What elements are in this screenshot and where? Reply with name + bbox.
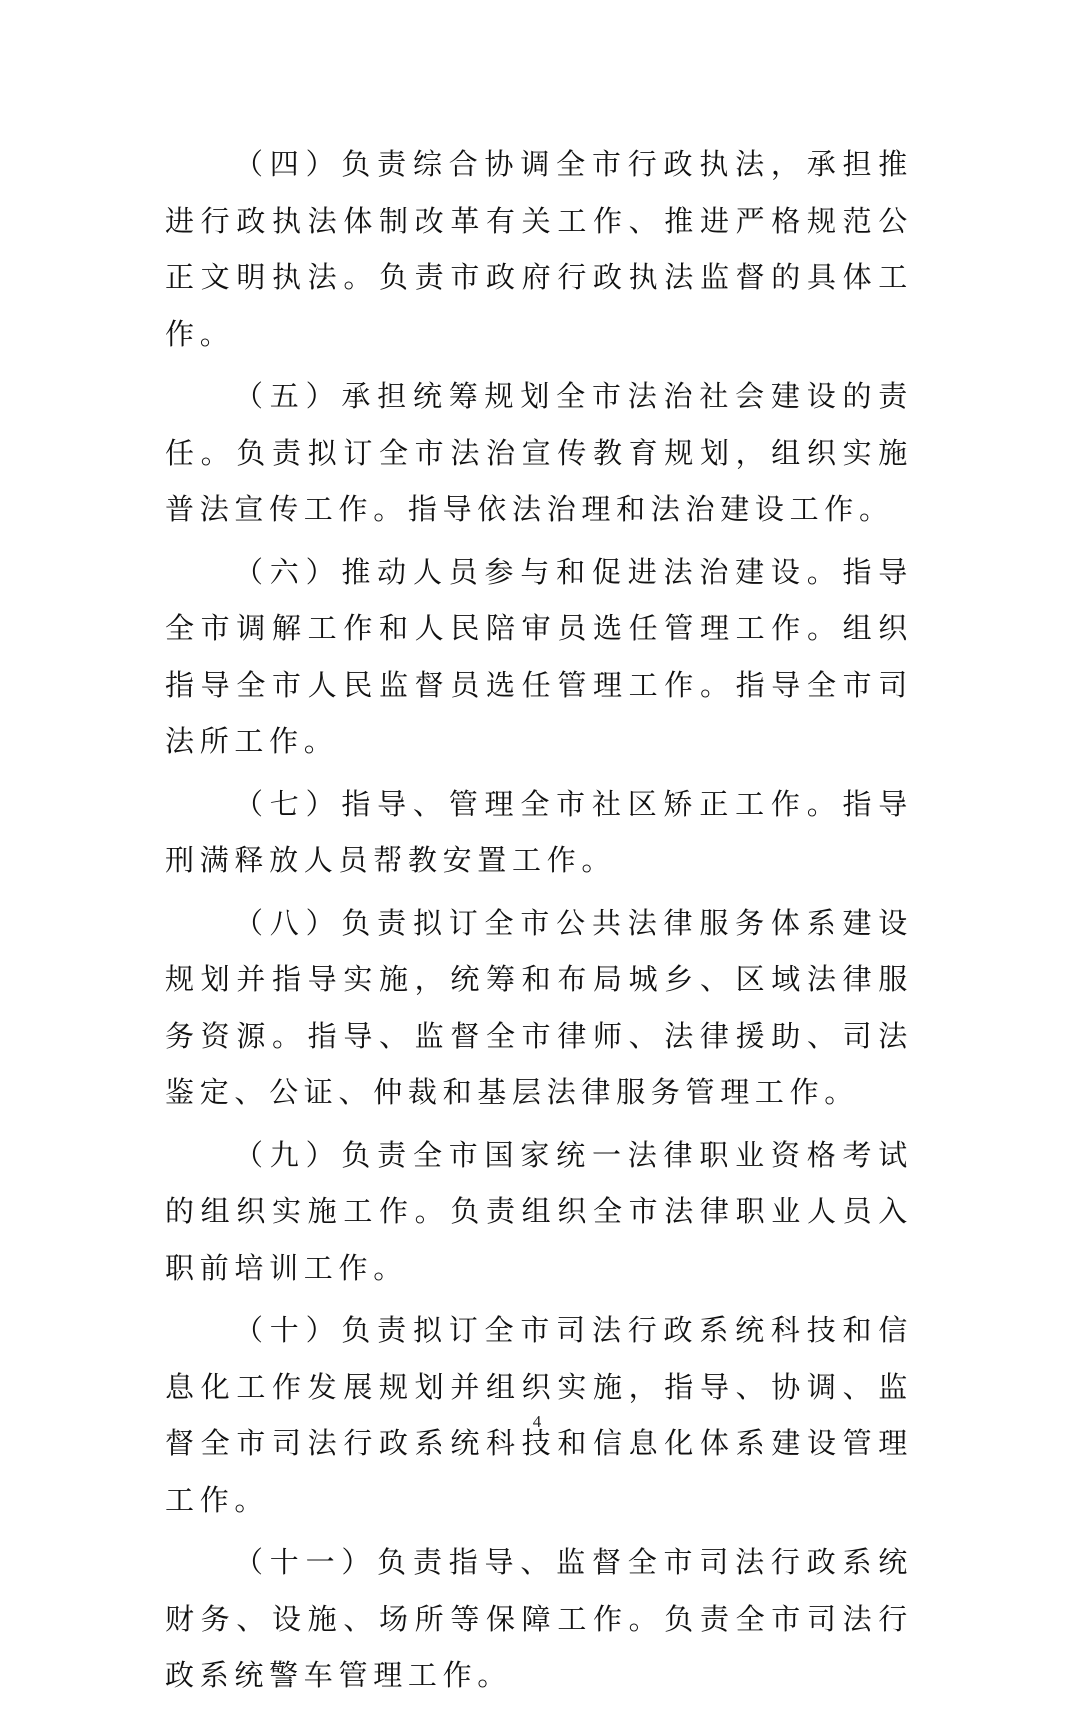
- paragraph-9: （九）负责全市国家统一法律职业资格考试的组织实施工作。负责组织全市法律职业人员入职前培训工作。: [165, 1137, 913, 1285]
- paragraph-8: （八）负责拟订全市公共法律服务体系建设规划并指导实施，统筹和布局城乡、区域法律服务资源。指导、监督全市律师、法律援助、司法鉴定、公证、仲裁和基层法律服务管理工作。: [165, 905, 913, 1109]
- document-body: [165, 136, 913, 1710]
- paragraph-7: （七）指导、管理全市社区矫正工作。指导刑满释放人员帮教安置工作。: [165, 786, 913, 877]
- page-number: 4: [532, 1412, 542, 1431]
- paragraph-10: （十）负责拟订全市司法行政系统科技和信息化工作发展规划并组织实施，指导、协调、监督全市司法行政系统科技和信息化体系建设管理工作。: [165, 1313, 913, 1517]
- paragraph-4: （四）负责综合协调全市行政执法，承担推进行政执法体制改革有关工作、推进严格规范公正文明执法。负责市政府行政执法监督的具体工作。: [165, 147, 913, 351]
- paragraph-11: （十一）负责指导、监督全市司法行政系统财务、设施、场所等保障工作。负责全市司法行政系统警车管理工作。: [165, 1545, 913, 1692]
- paragraph-6: （六）推动人员参与和促进法治建设。指导全市调解工作和人民陪审员选任管理工作。组织指导全市人民监督员选任管理工作。指导全市司法所工作。: [165, 554, 913, 758]
- paragraph-5: （五）承担统筹规划全市法治社会建设的责任。负责拟订全市法治宣传教育规划，组织实施普法宣传工作。指导依法治理和法治建设工作。: [165, 379, 913, 526]
